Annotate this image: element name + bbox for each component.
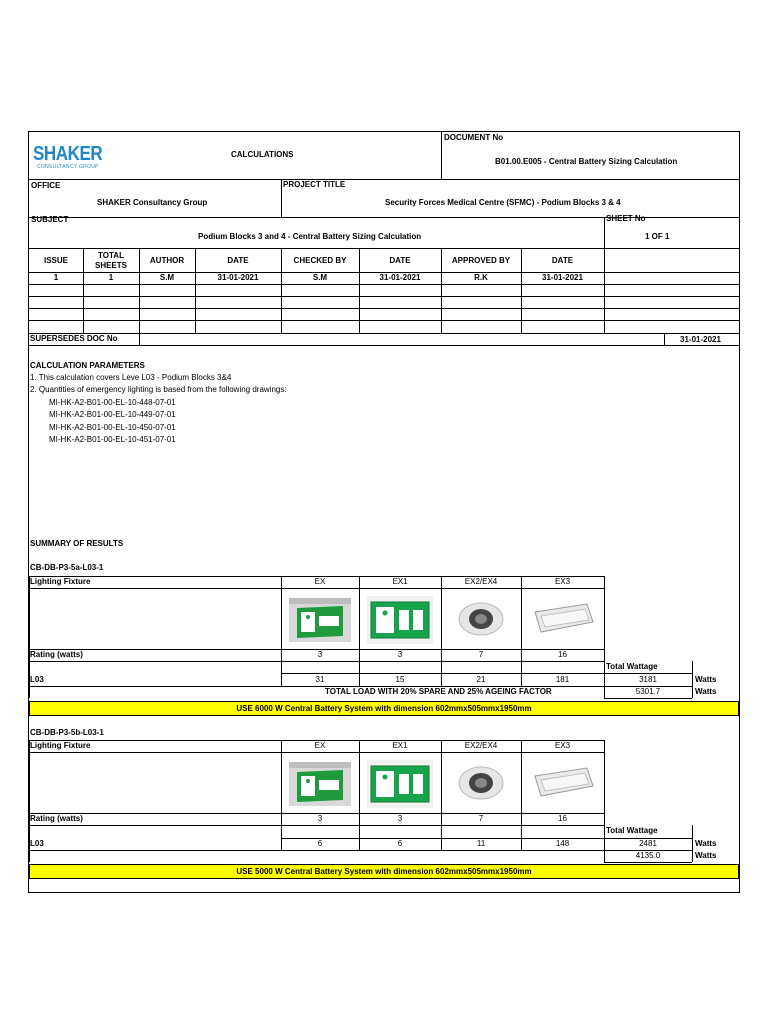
spare-label: TOTAL LOAD WITH 20% SPARE AND 25% AGEING FACTOR — [325, 687, 552, 696]
emergency-downlight-icon — [455, 600, 507, 638]
rating-ex: 3 — [317, 650, 323, 659]
spare-value: 4135.0 — [635, 851, 661, 860]
divider — [692, 825, 693, 862]
calculations-label: CALCULATIONS — [231, 150, 294, 159]
divider — [359, 576, 360, 686]
divider — [604, 248, 605, 333]
divider — [521, 576, 522, 686]
divider — [281, 576, 282, 686]
divider — [441, 132, 442, 179]
summary-title: SUMMARY OF RESULTS — [30, 539, 124, 548]
row-date: 31-01-2021 — [379, 273, 421, 282]
rating-ex2-ex4: 7 — [478, 814, 484, 823]
divider — [441, 576, 442, 686]
fixture-label: Lighting Fixture — [30, 741, 91, 750]
col-date: DATE — [389, 256, 411, 265]
shaker-logo — [33, 144, 114, 170]
divider — [281, 179, 282, 217]
supersedes-label: SUPERSEDES DOC No — [30, 334, 118, 343]
office-label: OFFICE — [31, 181, 61, 190]
emergency-bulkhead-icon — [529, 598, 597, 640]
subject-label: SUBJECT — [31, 215, 69, 224]
divider — [29, 661, 604, 662]
total-wattage-label: Total Wattage — [606, 826, 658, 835]
divider — [359, 740, 360, 850]
level-label: L03 — [30, 675, 44, 684]
divider — [29, 850, 692, 851]
row-approved-by: R.K — [474, 273, 488, 282]
parameters-line-2: 2. Quantities of emergency lighting is based from the following drawings: — [30, 385, 287, 394]
sheet-no-label: SHEET No — [606, 214, 646, 223]
divider — [29, 825, 604, 826]
logo-subtext: CONSULTANCY GROUP — [37, 164, 99, 170]
divider — [604, 217, 605, 248]
fixture-col-ex1: EX1 — [392, 577, 408, 586]
sheet-no-value: 1 OF 1 — [645, 232, 670, 241]
col-date: DATE — [551, 256, 574, 265]
rating-ex2-ex4: 7 — [478, 650, 484, 659]
divider — [521, 740, 522, 850]
document-no-value: B01.00.E005 - Central Battery Sizing Calculation — [495, 157, 678, 166]
project-title-value: Security Forces Medical Centre (SFMC) - Podium Blocks 3 & 4 — [385, 198, 621, 207]
divider — [29, 248, 739, 249]
subject-value: Podium Blocks 3 and 4 - Central Battery Sizing Calculation — [198, 232, 422, 241]
fixture-col-ex2-ex4: EX2/EX4 — [464, 577, 498, 586]
qty-ex: 31 — [315, 675, 325, 684]
rating-label: Rating (watts) — [30, 814, 83, 823]
col-author: AUTHOR — [149, 256, 185, 265]
recommendation-banner — [29, 701, 739, 716]
divider — [281, 740, 282, 850]
drawing-ref: MI-HK-A2-B01-00-EL-10-448-07-01 — [49, 398, 176, 407]
exit-sign-ceiling-icon — [289, 598, 351, 642]
fixture-col-ex3: EX3 — [554, 577, 571, 586]
col-checked-by: CHECKED BY — [293, 256, 347, 265]
divider — [664, 333, 665, 345]
qty-ex2-ex4: 21 — [476, 675, 486, 684]
fixture-col-ex1: EX1 — [392, 741, 408, 750]
rating-ex1: 3 — [397, 650, 403, 659]
divider — [29, 333, 739, 334]
section-id: CB-DB-P3-5b-L03-1 — [30, 728, 104, 737]
divider — [29, 588, 604, 589]
row-total-sheets: 1 — [108, 273, 114, 282]
row-author: S.M — [159, 273, 175, 282]
divider — [692, 661, 693, 698]
office-value: SHAKER Consultancy Group — [97, 198, 208, 207]
recommendation-text: USE 6000 W Central Battery System with dimension 602mmx505mmx1950mm — [236, 704, 532, 713]
parameters-title: CALCULATION PARAMETERS — [30, 361, 145, 370]
qty-ex: 6 — [317, 839, 323, 848]
drawing-ref: MI-HK-A2-B01-00-EL-10-451-07-01 — [49, 435, 176, 444]
qty-ex3: 148 — [555, 839, 570, 848]
parameters-line-1: 1. This calculation covers Leve L03 - Podium Blocks 3&4 — [30, 373, 232, 382]
fixture-label: Lighting Fixture — [30, 577, 91, 586]
row-date: 31-01-2021 — [217, 273, 259, 282]
divider — [29, 308, 739, 309]
recommendation-banner — [29, 864, 739, 879]
spare-unit: Watts — [695, 687, 717, 696]
drawing-ref: MI-HK-A2-B01-00-EL-10-449-07-01 — [49, 410, 176, 419]
divider — [604, 698, 692, 699]
qty-ex3: 181 — [555, 675, 570, 684]
col-approved-by: APPROVED BY — [451, 256, 511, 265]
level-label: L03 — [30, 839, 44, 848]
col-date: DATE — [227, 256, 249, 265]
fixture-col-ex: EX — [314, 577, 326, 586]
drawing-ref: MI-HK-A2-B01-00-EL-10-450-07-01 — [49, 423, 176, 432]
fixture-col-ex: EX — [314, 741, 326, 750]
qty-ex1: 15 — [395, 675, 405, 684]
spare-value: 5301.7 — [635, 687, 661, 696]
supersedes-date: 31-01-2021 — [680, 335, 721, 344]
divider — [441, 740, 442, 850]
calculation-sheet — [28, 131, 740, 893]
row-date: 31-01-2021 — [542, 273, 583, 282]
divider — [29, 179, 739, 180]
project-title-label: PROJECT TITLE — [283, 180, 346, 189]
col-total-sheets-1: TOTAL — [98, 251, 124, 260]
fixture-col-ex2-ex4: EX2/EX4 — [464, 741, 498, 750]
emergency-bulkhead-icon — [529, 762, 597, 804]
col-issue: ISSUE — [43, 256, 68, 265]
total-wattage-value: 3181 — [639, 675, 657, 684]
recommendation-text: USE 5000 W Central Battery System with dimension 602mmx505mmx1950mm — [236, 867, 532, 876]
divider — [29, 345, 739, 346]
document-no-label: DOCUMENT No — [444, 133, 504, 142]
divider — [29, 752, 604, 753]
divider — [29, 320, 739, 321]
total-wattage-label: Total Wattage — [606, 662, 658, 671]
divider — [29, 296, 739, 297]
exit-sign-wall-icon — [367, 760, 433, 808]
qty-ex1: 6 — [397, 839, 403, 848]
rating-ex3: 16 — [558, 650, 567, 659]
row-checked-by: S.M — [312, 273, 328, 282]
watts-unit: Watts — [695, 839, 717, 848]
fixture-col-ex3: EX3 — [554, 741, 571, 750]
logo-text: SHAKER — [33, 143, 103, 165]
emergency-downlight-icon — [455, 764, 507, 802]
divider — [604, 862, 692, 863]
rating-label: Rating (watts) — [30, 650, 83, 659]
rating-ex1: 3 — [397, 814, 403, 823]
total-wattage-value: 2481 — [639, 839, 657, 848]
qty-ex2-ex4: 11 — [476, 839, 486, 848]
rating-ex3: 16 — [558, 814, 567, 823]
divider — [281, 673, 692, 674]
exit-sign-wall-icon — [367, 596, 433, 644]
spare-unit: Watts — [695, 851, 717, 860]
section-id: CB-DB-P3-5a-L03-1 — [30, 563, 104, 572]
watts-unit: Watts — [695, 675, 717, 684]
row-issue: 1 — [53, 273, 59, 282]
rating-ex: 3 — [317, 814, 323, 823]
divider — [29, 284, 739, 285]
col-total-sheets-2: SHEETS — [94, 261, 127, 270]
exit-sign-ceiling-icon — [289, 762, 351, 806]
